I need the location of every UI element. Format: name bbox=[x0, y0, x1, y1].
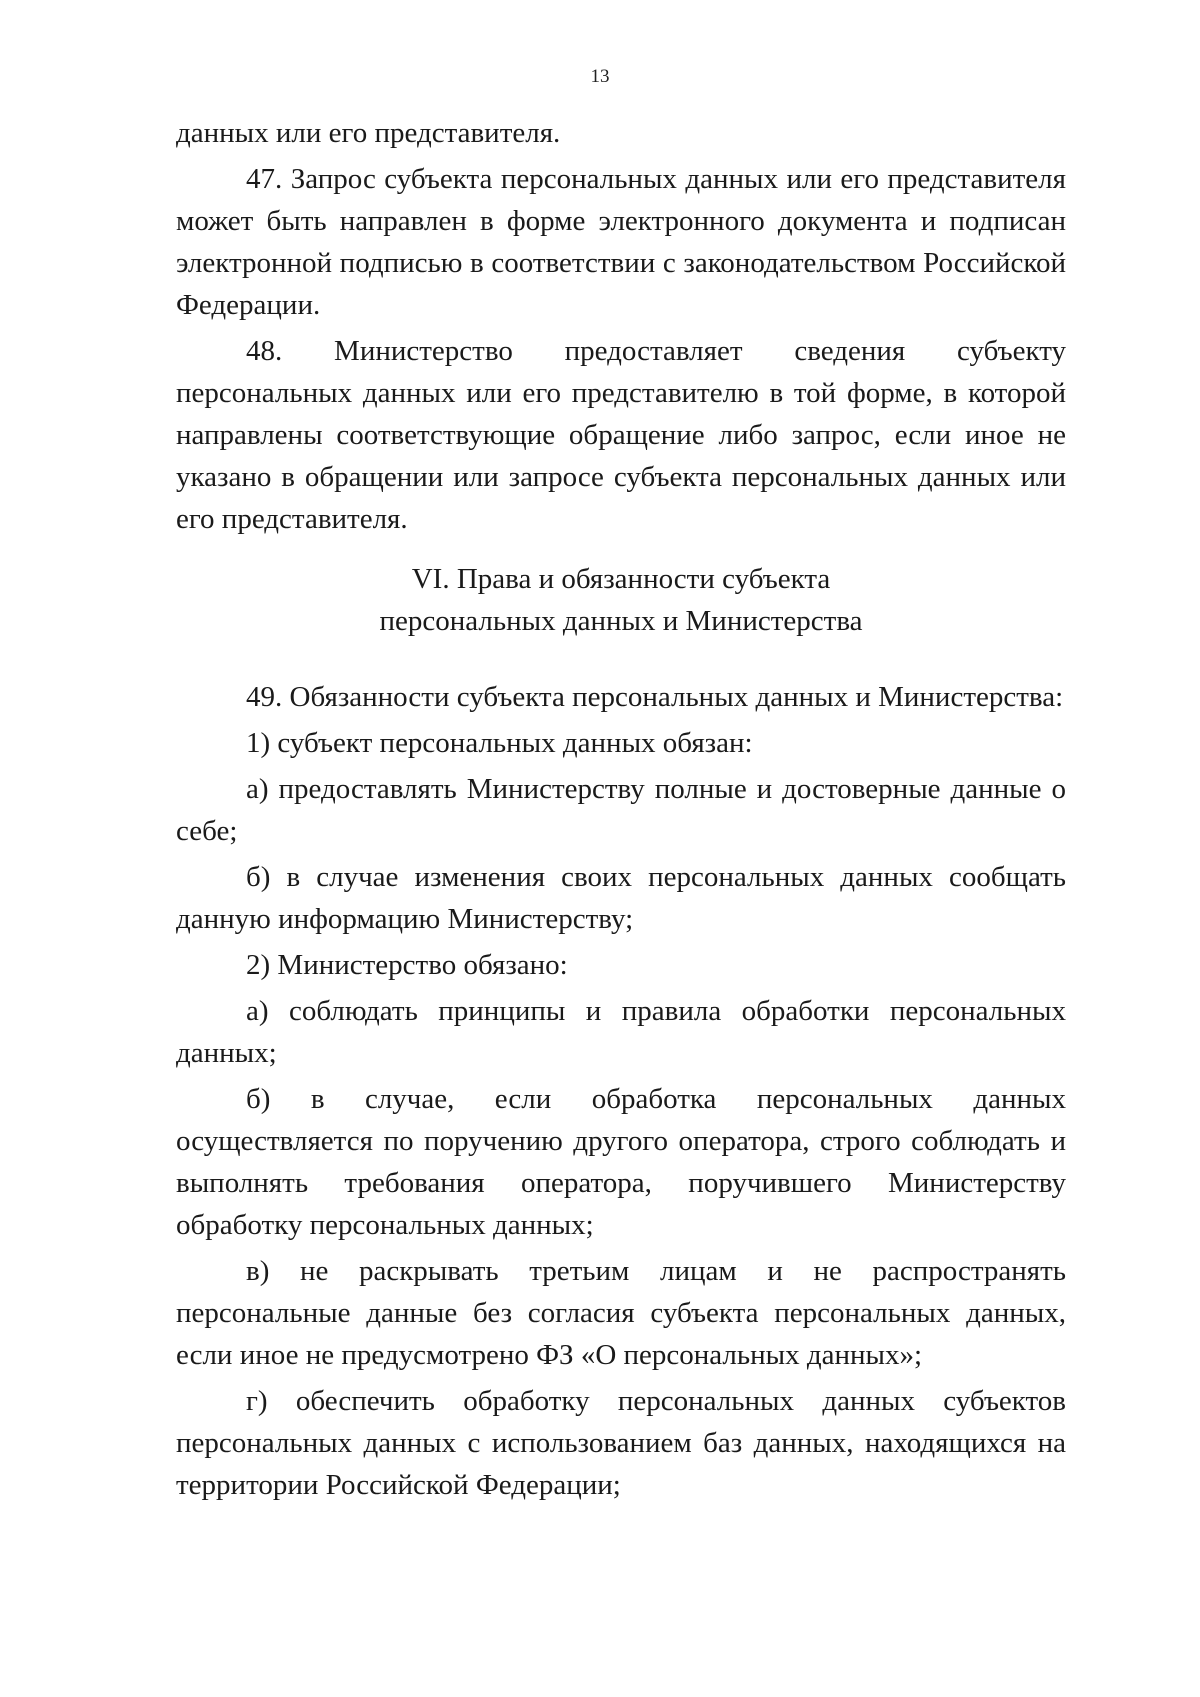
section-heading bbox=[176, 558, 1066, 642]
bottom-text-block bbox=[176, 676, 1066, 1506]
list-item-1b: б) в случае изменения своих персональных данных сообщать данную информацию Министерству; bbox=[176, 861, 1066, 935]
list-item-1a: а) предоставлять Министерству полные и достоверные данные о себе; bbox=[176, 773, 1066, 847]
list-item-2b: б) в случае, если обработка персональных данных осуществляется по поручению другого оператора, строго соблюдать и выполнять требования оператора, поручившего Министерству обработку персональных данных; bbox=[176, 1083, 1066, 1241]
paragraph-49: 49. Обязанности субъекта персональных данных и Министерства: bbox=[246, 681, 1064, 713]
paragraph-48: 48. Министерство предоставляет сведения субъекту персональных данных или его представителю в той форме, в которой направлены соответствующие обращение либо запрос, если иное не указано в обращении или запросе субъекта персональных данных или его представителя. bbox=[176, 335, 1066, 535]
paragraph-continuation: данных или его представителя. bbox=[176, 117, 561, 149]
paragraph-47: 47. Запрос субъекта персональных данных или его представителя может быть направлен в форме электронного документа и подписан электронной подписью в соответствии с законодательством Российской Федерации. bbox=[176, 163, 1066, 321]
section-heading-line2: персональных данных и Министерства bbox=[379, 605, 863, 637]
section-heading-line1: VI. Права и обязанности субъекта bbox=[411, 563, 831, 595]
list-item-2v: в) не раскрывать третьим лицам и не распространять персональные данные без согласия субъекта персональных данных, если иное не предусмотрено ФЗ «О персональных данных»; bbox=[176, 1255, 1066, 1371]
top-text-block bbox=[176, 112, 1066, 540]
list-item-1: 1) субъект персональных данных обязан: bbox=[246, 727, 753, 759]
page-number: 13 bbox=[590, 66, 610, 87]
list-item-2g: г) обеспечить обработку персональных данных субъектов персональных данных с использованием баз данных, находящихся на территории Российской Федерации; bbox=[176, 1385, 1066, 1501]
list-item-2a: а) соблюдать принципы и правила обработки персональных данных; bbox=[176, 995, 1066, 1069]
list-item-2: 2) Министерство обязано: bbox=[246, 949, 568, 981]
